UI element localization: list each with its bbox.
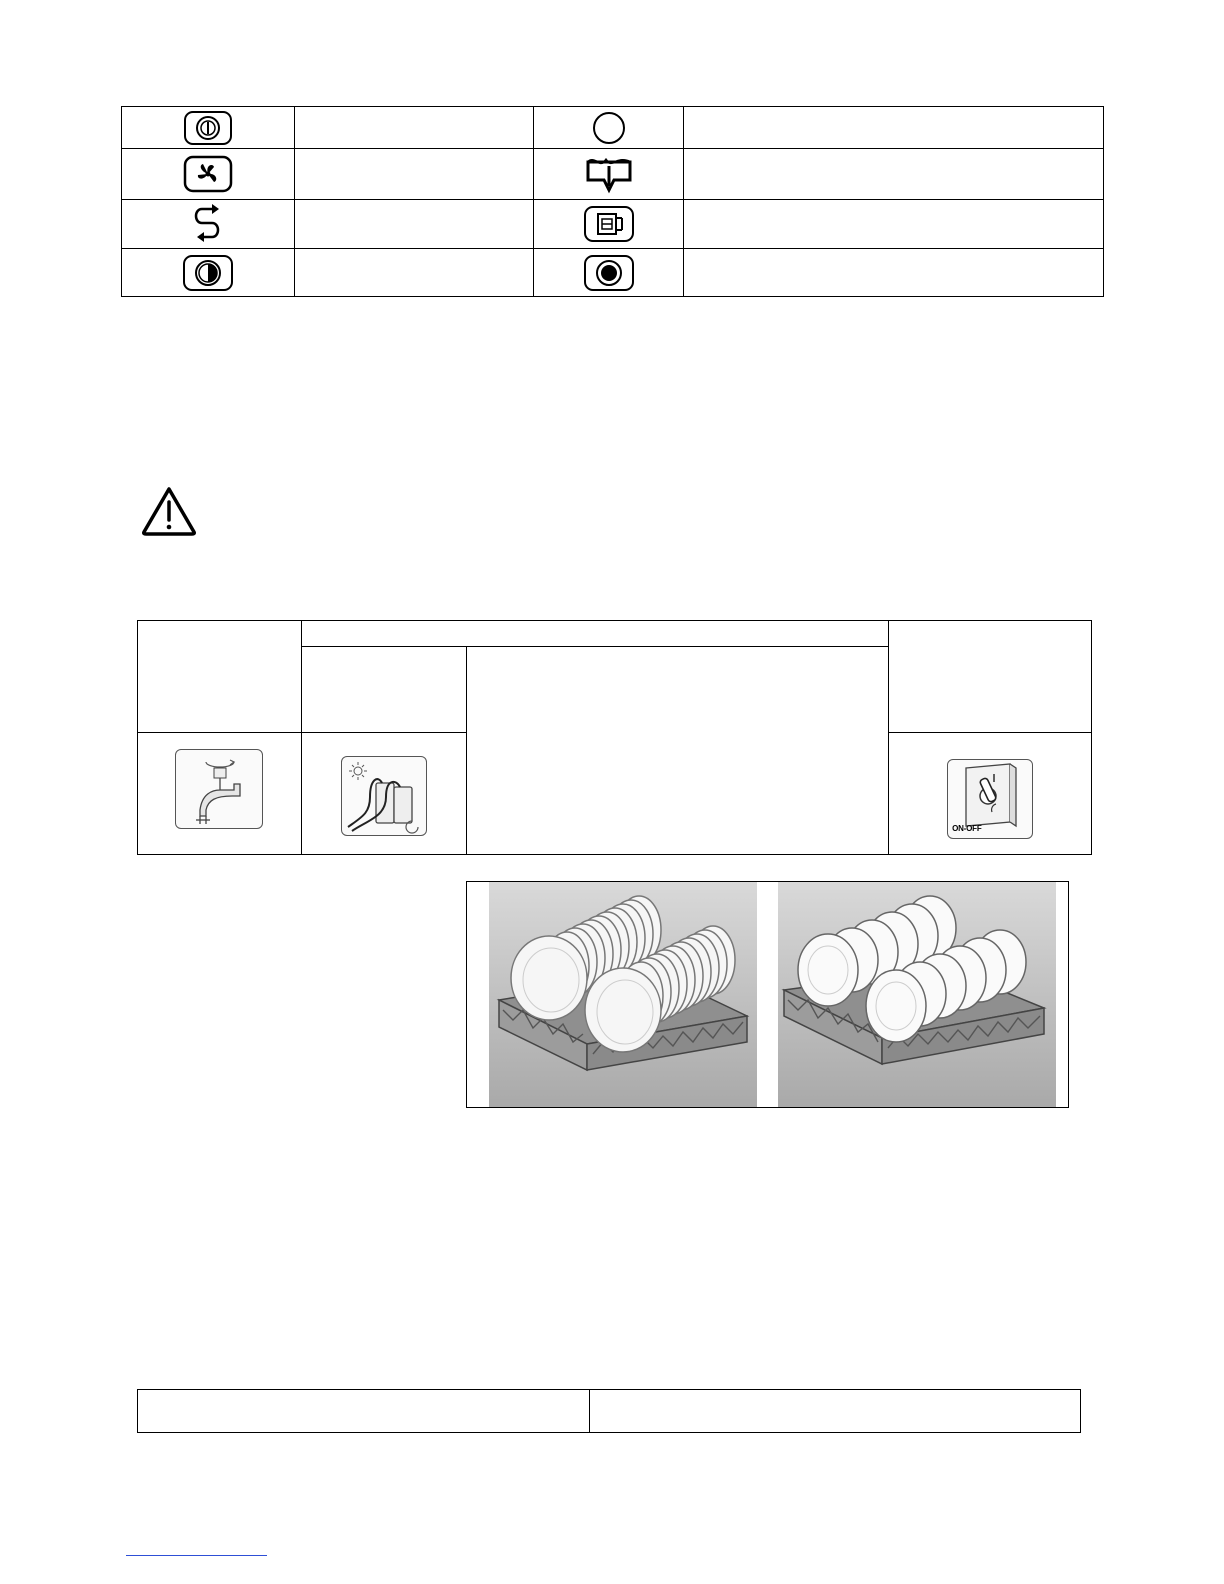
symbol-desc	[684, 200, 1104, 249]
symbol-icon-cell	[533, 249, 684, 297]
startup-subheader-right	[466, 647, 888, 855]
symbol-desc	[294, 249, 533, 297]
on-off-switch-icon	[947, 759, 1033, 839]
water-tap-icon	[175, 749, 263, 829]
symbol-desc	[684, 249, 1104, 297]
startup-picture-cell	[138, 733, 302, 855]
symbol-icon-cell	[533, 200, 684, 249]
rack-images-frame	[466, 881, 1069, 1108]
symbol-desc	[294, 107, 533, 149]
drain-pump-icon	[584, 154, 634, 194]
bottom-cell-right	[589, 1390, 1080, 1433]
startup-header-row	[138, 621, 1092, 647]
symbol-icon-cell	[122, 107, 295, 149]
rack-plates-spaced-icon	[778, 882, 1056, 1107]
symbol-icon-cell	[533, 107, 684, 149]
symbol-icon-cell	[122, 200, 295, 249]
symbol-row	[122, 149, 1104, 200]
warning-triangle-icon	[140, 485, 198, 537]
half-circle-icon	[182, 254, 234, 292]
symbol-icon-cell	[122, 249, 295, 297]
rack-plates-tight-icon	[489, 882, 757, 1107]
power-button-icon	[183, 110, 233, 146]
bottom-table	[137, 1389, 1081, 1433]
rack-plates-tight-image	[489, 882, 757, 1107]
footer-link-underline[interactable]	[126, 1555, 267, 1556]
bottom-cell-left	[138, 1390, 590, 1433]
bottom-row	[138, 1390, 1081, 1433]
detergent-dispenser-icon	[582, 204, 636, 244]
startup-picture-cell	[889, 733, 1092, 855]
symbol-table	[121, 106, 1104, 297]
startup-header-middle	[301, 621, 888, 647]
empty-circle-icon	[591, 110, 627, 146]
symbol-row	[122, 107, 1104, 149]
symbol-icon-cell	[533, 149, 684, 200]
startup-subheader-left	[301, 647, 466, 733]
fan-icon	[183, 155, 233, 193]
symbol-row	[122, 249, 1104, 297]
on-off-label: ON-OFF	[952, 824, 982, 833]
symbol-desc	[684, 149, 1104, 200]
startup-header-left	[138, 621, 302, 733]
symbol-desc	[294, 200, 533, 249]
warning-block	[140, 485, 1040, 541]
startup-header-right	[889, 621, 1092, 733]
rack-plates-spaced-image	[778, 882, 1056, 1107]
cycle-arrows-icon	[188, 201, 228, 247]
symbol-icon-cell	[122, 149, 295, 200]
symbol-desc	[294, 149, 533, 200]
startup-picture-cell	[301, 733, 466, 855]
symbol-desc	[684, 107, 1104, 149]
detergent-hoses-icon	[341, 756, 427, 836]
filled-circle-icon	[583, 254, 635, 292]
startup-table	[137, 620, 1092, 855]
symbol-row	[122, 200, 1104, 249]
